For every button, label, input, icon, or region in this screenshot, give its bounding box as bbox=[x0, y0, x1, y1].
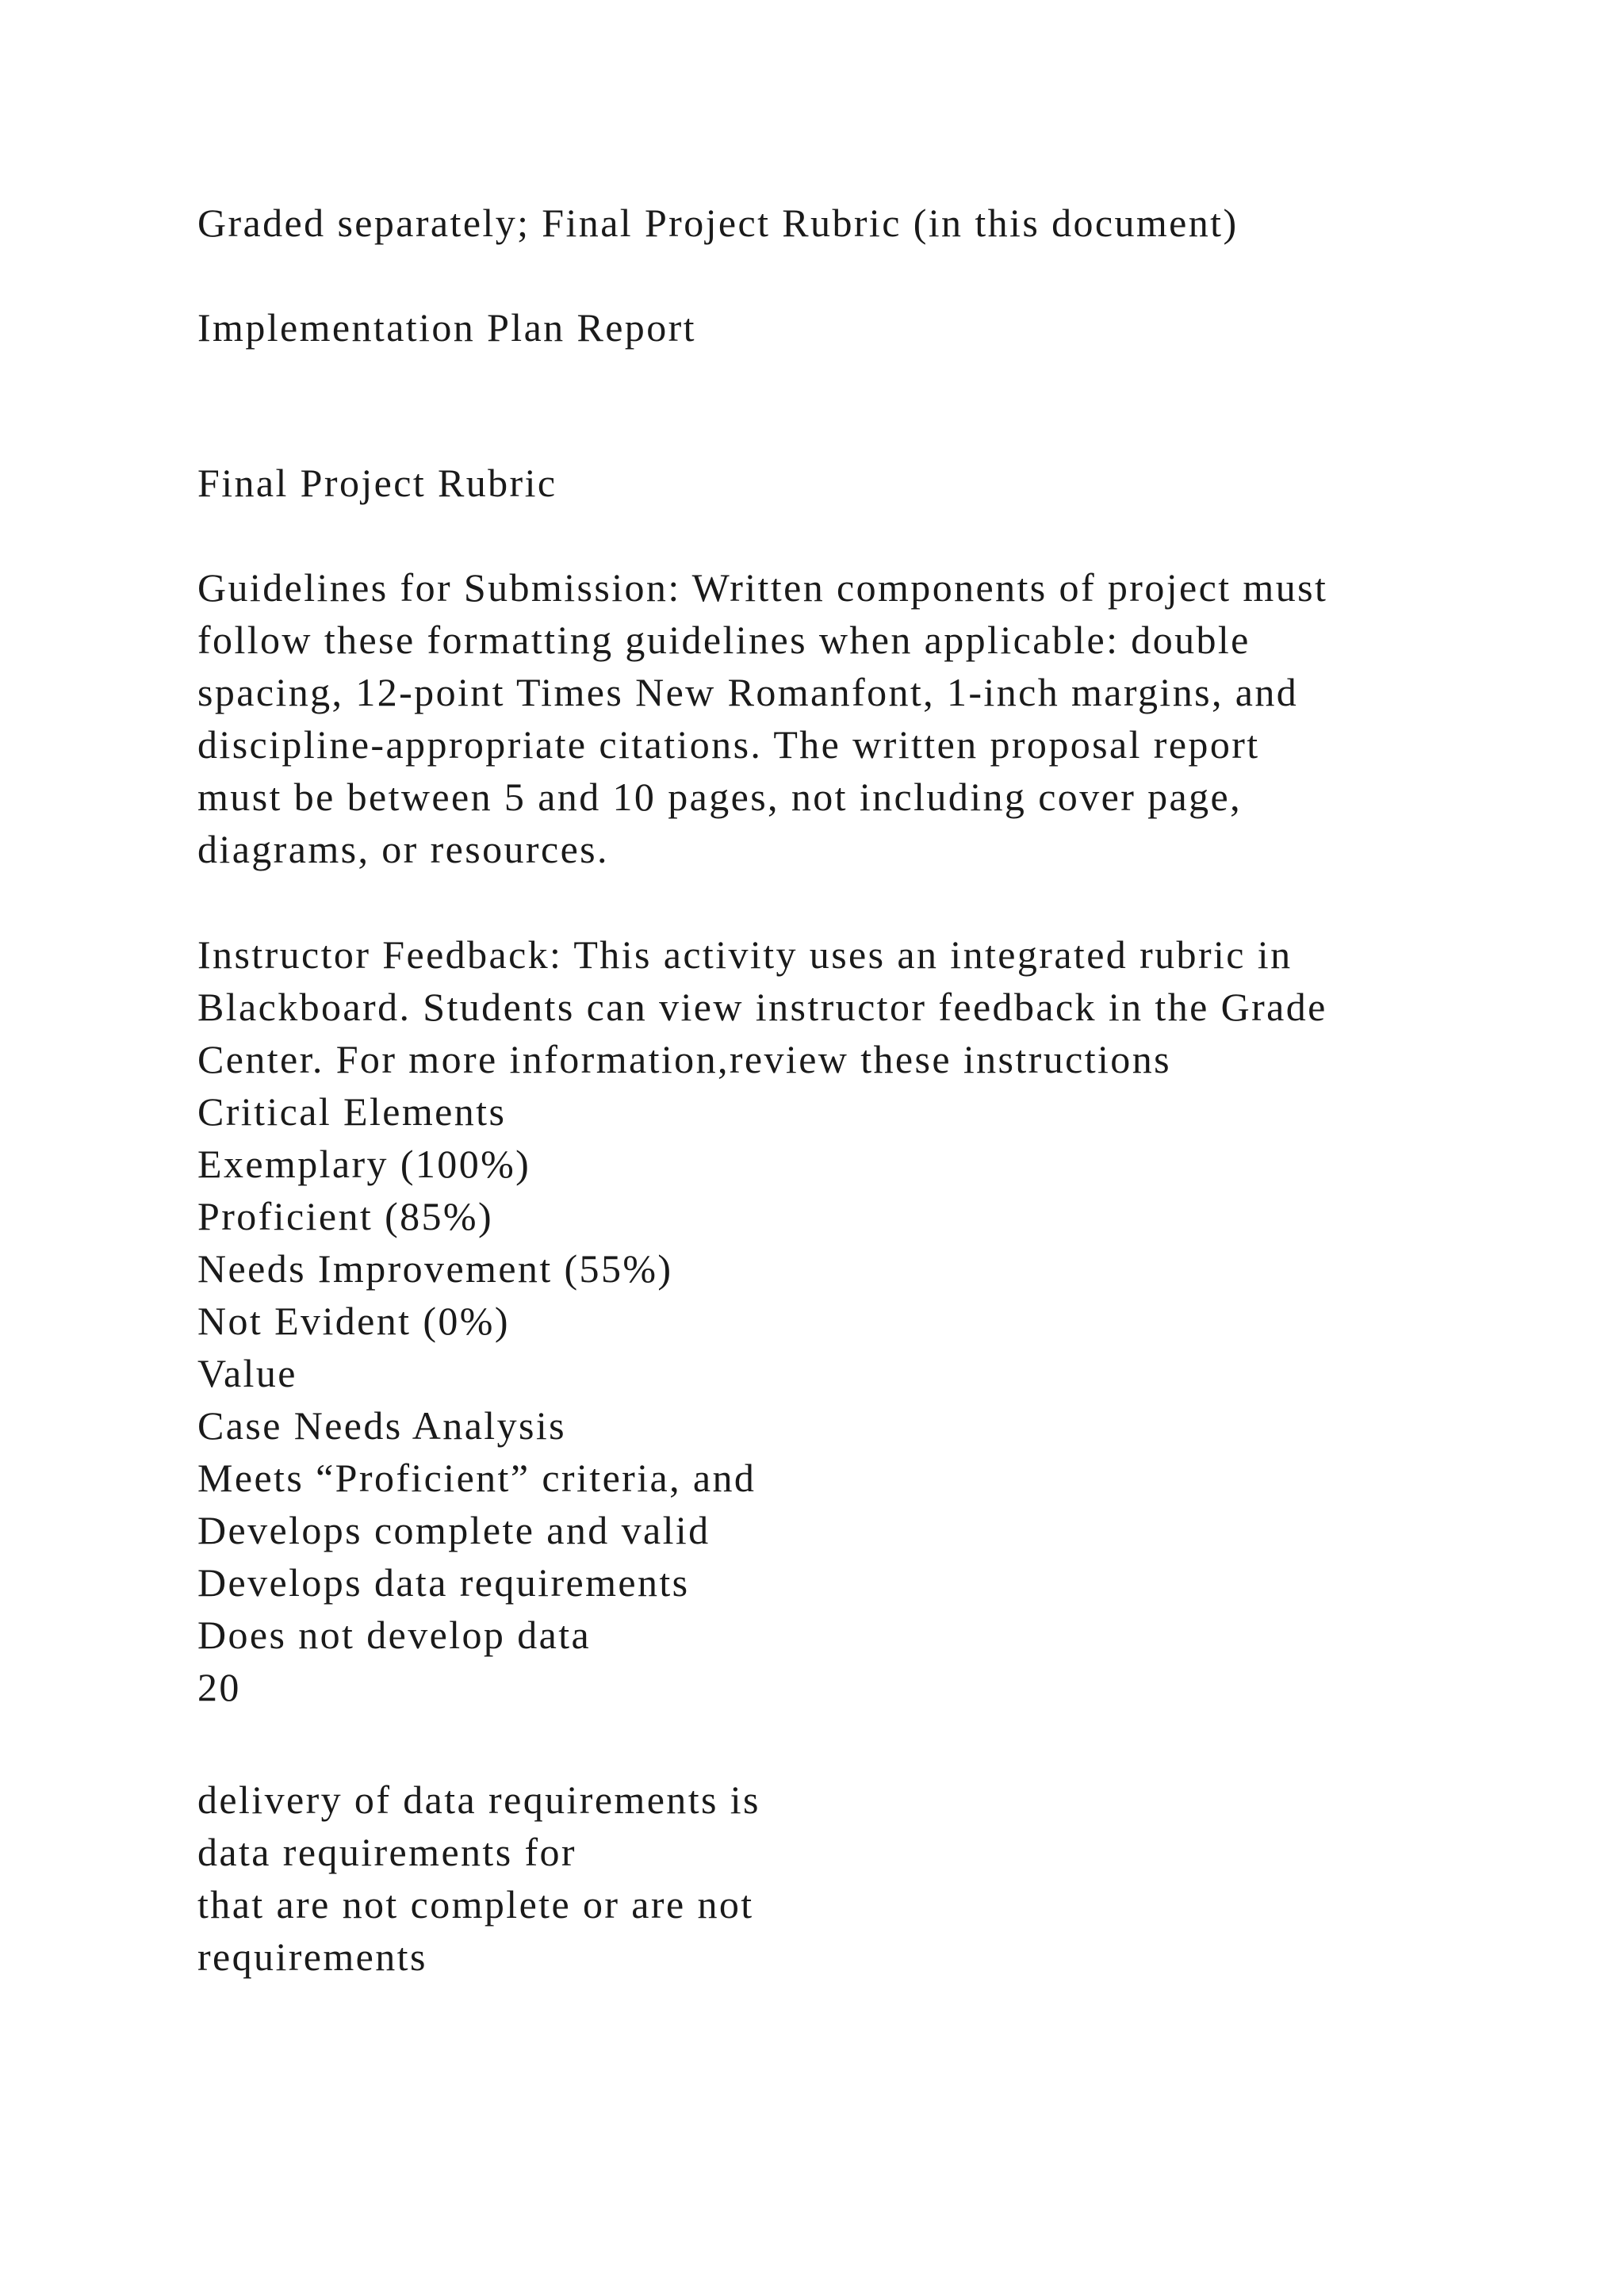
feedback-line: Center. For more information,review these instructions bbox=[197, 1037, 1171, 1081]
guidelines-line: follow these formatting guidelines when applicable: double bbox=[197, 618, 1251, 662]
intro-line: Graded separately; Final Project Rubric (in this document) bbox=[197, 201, 1239, 245]
rubric-heading-line: Final Project Rubric bbox=[197, 461, 557, 505]
table-cell-not-evident: Does not develop data bbox=[197, 1613, 592, 1657]
table-header-proficient: Proficient (85%) bbox=[197, 1194, 494, 1238]
table-cell-needs-improvement: Develops data requirements bbox=[197, 1560, 690, 1605]
table-cell-exemplary: Meets “Proficient” criteria, and bbox=[197, 1456, 756, 1500]
submission-guidelines bbox=[197, 561, 1498, 875]
guidelines-line: must be between 5 and 10 pages, not including cover page, bbox=[197, 775, 1243, 819]
rubric-heading bbox=[197, 457, 1498, 509]
continuation-line: delivery of data requirements is bbox=[197, 1777, 760, 1822]
guidelines-line: diagrams, or resources. bbox=[197, 827, 609, 871]
continuation-line: requirements bbox=[197, 1934, 427, 1979]
continuation-line: data requirements for bbox=[197, 1830, 576, 1874]
table-cell-value: 20 bbox=[197, 1665, 241, 1709]
table-header-not-evident: Not Evident (0%) bbox=[197, 1299, 510, 1343]
table-header-exemplary: Exemplary (100%) bbox=[197, 1142, 531, 1186]
feedback-line: Blackboard. Students can view instructor feedback in the Grade bbox=[197, 985, 1327, 1029]
intro-paragraph bbox=[197, 197, 1498, 249]
table-continuation bbox=[197, 1774, 1498, 1983]
guidelines-line: spacing, 12-point Times New Romanfont, 1-inch margins, and bbox=[197, 670, 1299, 714]
table-cell-element: Case Needs Analysis bbox=[197, 1403, 566, 1448]
guidelines-line: Guidelines for Submission: Written components of project must bbox=[197, 565, 1328, 610]
table-cell-proficient: Develops complete and valid bbox=[197, 1508, 710, 1552]
report-title-line: Implementation Plan Report bbox=[197, 305, 696, 350]
table-header-needs-improvement: Needs Improvement (55%) bbox=[197, 1246, 673, 1291]
table-header-critical-elements: Critical Elements bbox=[197, 1089, 507, 1134]
feedback-line: Instructor Feedback: This activity uses an integrated rubric in bbox=[197, 932, 1293, 977]
continuation-line: that are not complete or are not bbox=[197, 1882, 754, 1927]
table-header-value: Value bbox=[197, 1351, 297, 1395]
guidelines-line: discipline-appropriate citations. The written proposal report bbox=[197, 722, 1260, 767]
report-title bbox=[197, 301, 1498, 354]
feedback-and-rubric-table bbox=[197, 928, 1498, 1713]
